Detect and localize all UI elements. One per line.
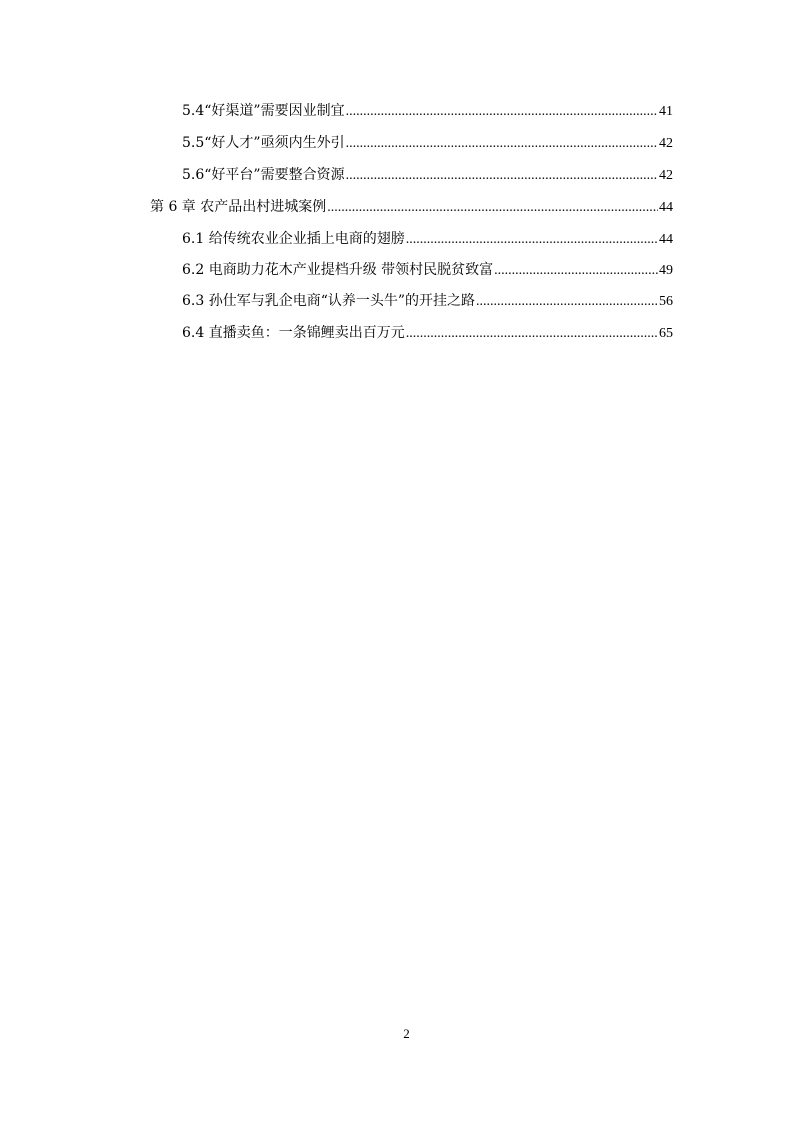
- toc-entry-chapter-6[interactable]: [150, 197, 673, 217]
- toc-entry-page: 56: [659, 294, 673, 309]
- toc-dot-leader: [406, 324, 658, 344]
- toc-dot-leader: [494, 261, 658, 281]
- toc-entry-6-4[interactable]: [182, 323, 673, 343]
- toc-dot-leader: [327, 198, 658, 218]
- toc-entry-page: 44: [659, 200, 673, 215]
- toc-dot-leader: [346, 134, 658, 154]
- toc-entry-title: 6.4 直播卖鱼：一条锦鲤卖出百万元: [182, 325, 405, 341]
- toc-entry-5-6[interactable]: [182, 165, 673, 185]
- toc-entry-6-1[interactable]: [182, 229, 673, 249]
- page-number: 2: [403, 1026, 410, 1041]
- toc-entry-title: 5.4“好渠道”需要因业制宜: [182, 103, 345, 119]
- toc-entry-title: 6.2 电商助力花木产业提档升级 带领村民脱贫致富: [182, 262, 494, 278]
- toc-entry-page: 44: [659, 232, 673, 247]
- toc-entry-title: 第 6 章 农产品出村进城案例: [150, 199, 327, 215]
- toc-entry-page: 41: [659, 104, 673, 119]
- toc-entry-6-2[interactable]: [182, 260, 673, 280]
- toc-entry-title: 6.3 孙仕军与乳企电商“认养一头牛”的开挂之路: [182, 293, 476, 309]
- toc-dot-leader: [406, 230, 658, 250]
- toc-dot-leader: [346, 102, 658, 122]
- toc-entry-5-5[interactable]: [182, 133, 673, 153]
- toc-entry-page: 65: [659, 326, 673, 341]
- toc-entry-page: 49: [659, 263, 673, 278]
- toc-entry-5-4[interactable]: [182, 101, 673, 121]
- toc-dot-leader: [346, 166, 658, 186]
- toc-entry-page: 42: [659, 136, 673, 151]
- toc-entry-6-3[interactable]: [182, 291, 673, 311]
- toc-entry-title: 6.1 给传统农业企业插上电商的翅膀: [182, 231, 405, 247]
- toc-entry-title: 5.6“好平台”需要整合资源: [182, 167, 345, 183]
- toc-entry-title: 5.5“好人才”亟须内生外引: [182, 135, 345, 151]
- toc-entry-page: 42: [659, 168, 673, 183]
- toc-dot-leader: [476, 292, 658, 312]
